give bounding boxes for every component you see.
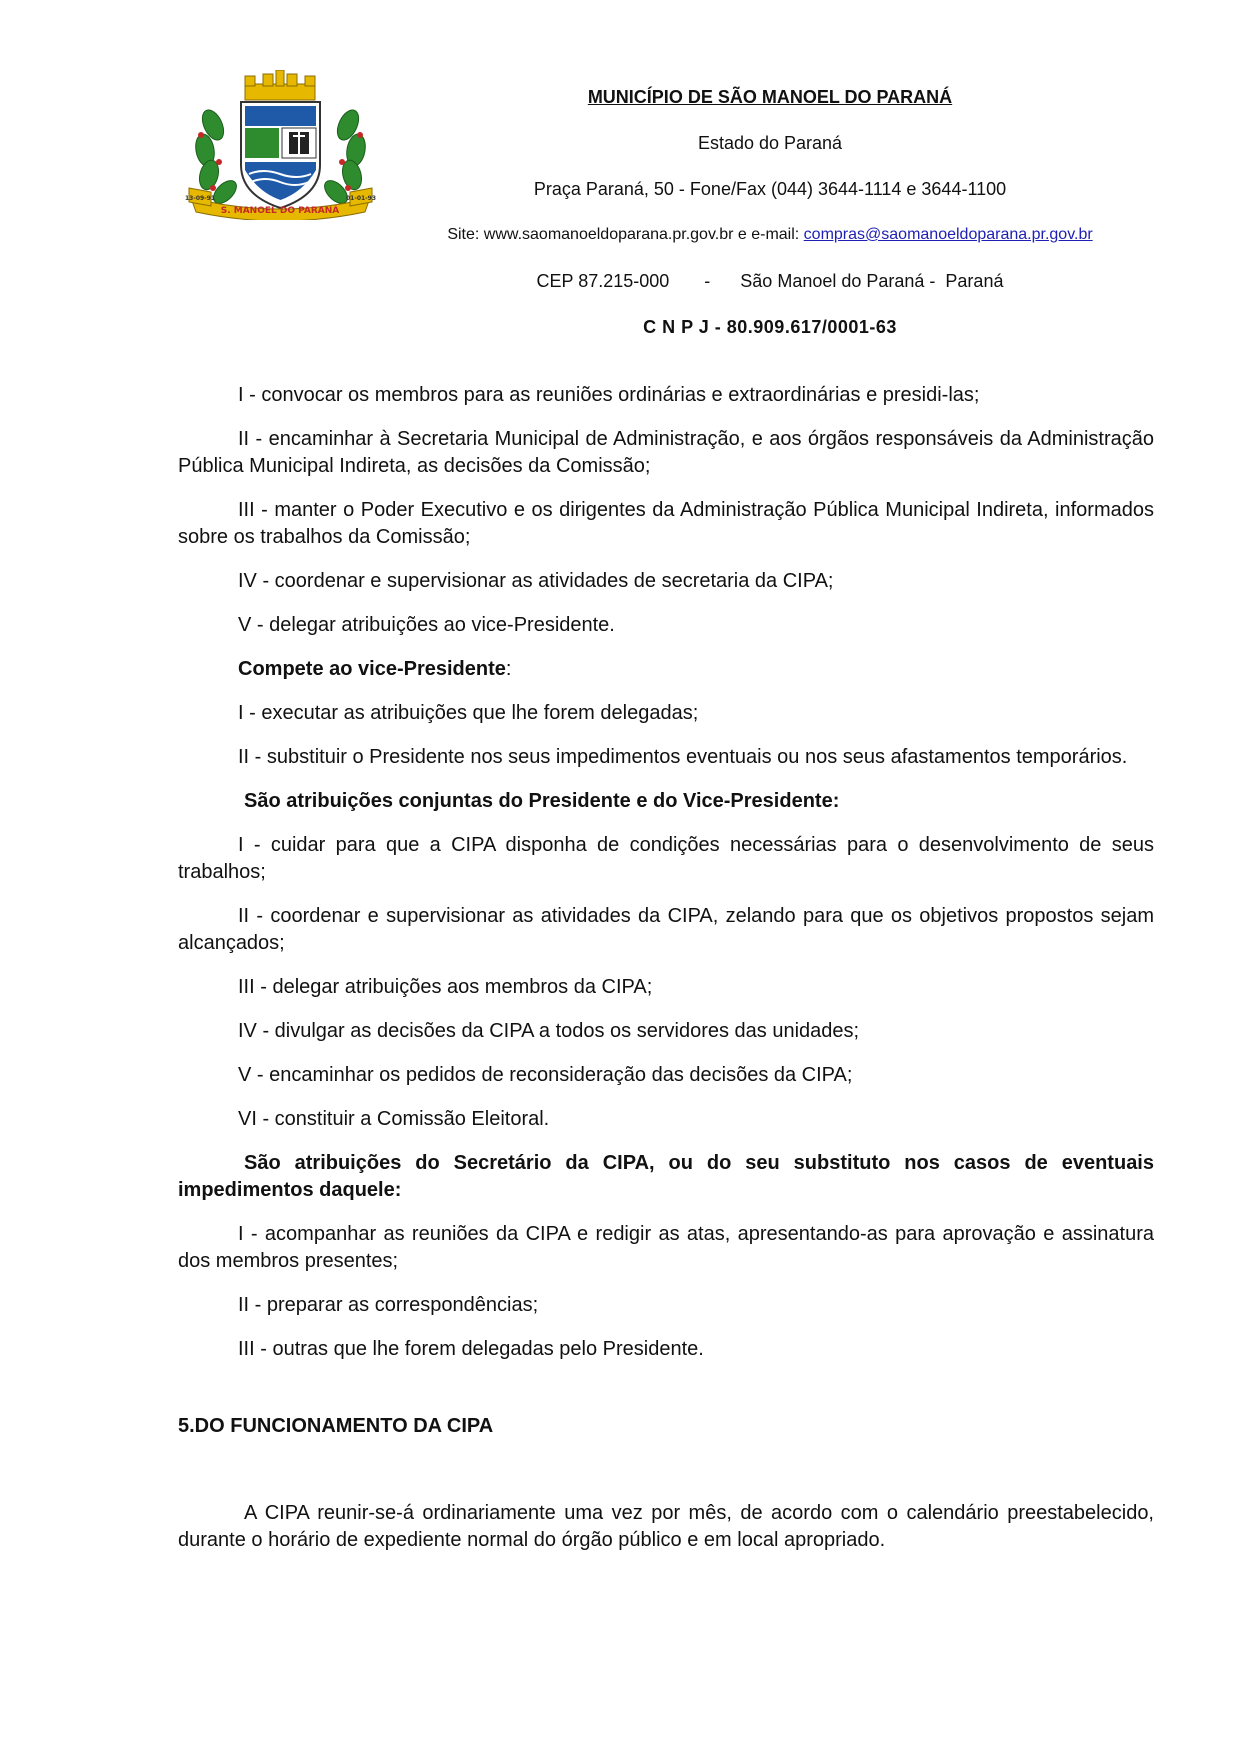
paragraph: V - encaminhar os pedidos de reconsideração das decisões da CIPA; bbox=[238, 1064, 853, 1086]
paragraph: I - acompanhar as reuniões da CIPA e redigir as atas, apresentando-as para aprovação e assinatura dos membros presentes; bbox=[178, 1223, 1154, 1272]
paragraph: II - coordenar e supervisionar as atividades da CIPA, zelando para que os objetivos propostos sejam alcançados; bbox=[178, 905, 1154, 954]
municipality-name: MUNICÍPIO DE SÃO MANOEL DO PARANÁ bbox=[587, 87, 953, 107]
paragraph: I - cuidar para que a CIPA disponha de condições necessárias para o desenvolvimento de seus trabalhos; bbox=[178, 834, 1154, 883]
paragraph: I - executar as atribuições que lhe forem delegadas; bbox=[238, 702, 699, 724]
paragraph: II - encaminhar à Secretaria Municipal de Administração, e aos órgãos responsáveis da Administração Pública Municipal Indireta, as decisões da Comissão; bbox=[178, 428, 1154, 477]
vice-heading-colon: : bbox=[505, 658, 512, 680]
paragraph: III - outras que lhe forem delegadas pelo Presidente. bbox=[238, 1338, 704, 1360]
paragraph: IV - coordenar e supervisionar as atividades de secretaria da CIPA; bbox=[238, 570, 834, 592]
municipal-crest-icon bbox=[183, 70, 378, 220]
site-email-line bbox=[400, 212, 1140, 258]
crest-banner-text: S. MANOEL DO PARANÁ bbox=[220, 206, 340, 216]
site-prefix: Site: www.saomanoeldoparana.pr.gov.br e e-mail: bbox=[447, 226, 804, 243]
address-line: Praça Paraná, 50 - Fone/Fax (044) 3644-1114 e 3644-1100 bbox=[533, 179, 1007, 199]
cep-line: CEP 87.215-000 - São Manoel do Paraná - Paraná bbox=[536, 271, 1004, 291]
section-5-title: 5.DO FUNCIONAMENTO DA CIPA bbox=[178, 1415, 494, 1437]
paragraph: I - convocar os membros para as reuniões ordinárias e extraordinárias e presidi-las; bbox=[238, 384, 980, 406]
paragraph: V - delegar atribuições ao vice-Presidente. bbox=[238, 614, 615, 636]
letterhead bbox=[400, 74, 1140, 350]
crest-date-right: 01-01-93 bbox=[345, 195, 377, 202]
secretary-duties-heading: São atribuições do Secretário da CIPA, ou do seu substituto nos casos de eventuais impedimentos daquele: bbox=[178, 1152, 1154, 1201]
vice-president-heading bbox=[178, 656, 1154, 683]
vice-heading-text: Compete ao vice-Presidente bbox=[238, 658, 506, 680]
paragraph: III - delegar atribuições aos membros da CIPA; bbox=[238, 976, 653, 998]
joint-duties-heading: São atribuições conjuntas do Presidente e do Vice-Presidente: bbox=[244, 790, 840, 812]
paragraph: VI - constituir a Comissão Eleitoral. bbox=[238, 1108, 550, 1130]
email-link[interactable]: compras@saomanoeldoparana.pr.gov.br bbox=[803, 226, 1093, 243]
cnpj-line: C N P J - 80.909.617/0001-63 bbox=[643, 317, 897, 337]
paragraph: III - manter o Poder Executivo e os dirigentes da Administração Pública Municipal Indireta, informados sobre os trabalhos da Comissão; bbox=[178, 499, 1154, 548]
paragraph: A CIPA reunir-se-á ordinariamente uma vez por mês, de acordo com o calendário preestabelecido, durante o horário de expediente normal do órgão público e em local apropriado. bbox=[178, 1502, 1154, 1551]
paragraph: IV - divulgar as decisões da CIPA a todos os servidores das unidades; bbox=[238, 1020, 860, 1042]
crest-date-left: 13-09-91 bbox=[184, 195, 216, 202]
document-body bbox=[178, 382, 1154, 1571]
paragraph: II - preparar as correspondências; bbox=[238, 1294, 539, 1316]
paragraph: II - substituir o Presidente nos seus impedimentos eventuais ou nos seus afastamentos temporários. bbox=[238, 746, 1128, 768]
state-name: Estado do Paraná bbox=[697, 133, 843, 153]
